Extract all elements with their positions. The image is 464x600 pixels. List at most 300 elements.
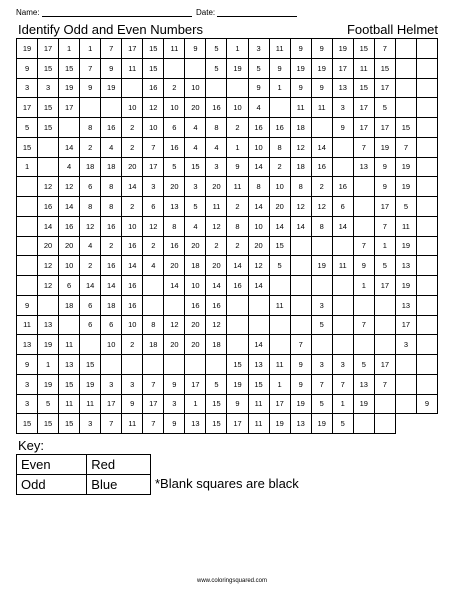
grid-cell: 9 xyxy=(101,59,122,79)
grid-cell: 2 xyxy=(122,118,143,138)
name-field xyxy=(16,8,192,17)
grid-cell: 19 xyxy=(396,177,417,197)
grid-cell: 5 xyxy=(164,158,185,178)
grid-cell: 20 xyxy=(122,158,143,178)
grid-cell: 5 xyxy=(354,355,375,375)
grid-cell: 15 xyxy=(375,59,396,79)
grid-cell: 19 xyxy=(312,256,333,276)
grid-cell: 1 xyxy=(17,158,38,178)
grid-cell: 8 xyxy=(101,177,122,197)
grid-cell: 16 xyxy=(101,118,122,138)
grid-cell: 20 xyxy=(185,98,206,118)
grid-cell: 9 xyxy=(249,79,270,99)
grid-cell: 13 xyxy=(396,296,417,316)
grid-cell: 9 xyxy=(291,375,312,395)
grid-cell: 15 xyxy=(206,414,227,434)
grid-cell: 9 xyxy=(417,395,438,415)
grid-cell: 11 xyxy=(80,395,101,415)
grid-cell: 10 xyxy=(101,335,122,355)
grid-cell: 14 xyxy=(59,138,80,158)
grid-cell: 19 xyxy=(396,276,417,296)
grid-cell: 10 xyxy=(122,98,143,118)
grid-cell: 9 xyxy=(270,59,291,79)
grid-cell: 14 xyxy=(333,217,354,237)
grid-cell: 16 xyxy=(164,138,185,158)
grid-cell: 18 xyxy=(101,296,122,316)
grid-cell: 15 xyxy=(396,118,417,138)
grid-cell xyxy=(164,355,185,375)
grid-cell: 15 xyxy=(80,355,101,375)
grid-cell: 13 xyxy=(164,197,185,217)
grid-cell: 4 xyxy=(185,217,206,237)
grid-cell: 1 xyxy=(59,39,80,59)
grid-cell: 3 xyxy=(333,98,354,118)
grid-cell: 12 xyxy=(38,256,59,276)
grid-cell: 16 xyxy=(38,197,59,217)
grid-cell: 17 xyxy=(375,197,396,217)
grid-cell: 12 xyxy=(291,138,312,158)
grid-cell: 9 xyxy=(291,39,312,59)
grid-cell: 3 xyxy=(38,79,59,99)
grid-cell xyxy=(417,316,438,336)
grid-cell: 8 xyxy=(80,118,101,138)
grid-cell: 20 xyxy=(185,237,206,257)
grid-cell: 16 xyxy=(206,296,227,316)
grid-cell: 9 xyxy=(122,395,143,415)
grid-cell: 9 xyxy=(164,375,185,395)
grid-cell: 1 xyxy=(227,138,248,158)
grid-cell: 19 xyxy=(101,79,122,99)
grid-cell: 19 xyxy=(17,39,38,59)
grid-cell: 13 xyxy=(17,335,38,355)
grid-cell: 16 xyxy=(164,237,185,257)
key-row-even xyxy=(17,455,151,475)
grid-cell: 11 xyxy=(227,177,248,197)
grid-cell: 18 xyxy=(291,158,312,178)
grid-cell: 7 xyxy=(375,217,396,237)
grid-cell: 9 xyxy=(17,355,38,375)
grid-cell: 2 xyxy=(101,237,122,257)
grid-cell: 6 xyxy=(59,276,80,296)
grid-cell xyxy=(185,59,206,79)
grid-cell: 3 xyxy=(143,177,164,197)
grid-cell: 19 xyxy=(227,375,248,395)
grid-cell: 15 xyxy=(249,375,270,395)
grid-cell: 4 xyxy=(59,158,80,178)
grid-cell: 9 xyxy=(164,414,185,434)
grid-cell: 10 xyxy=(270,177,291,197)
grid-cell: 9 xyxy=(333,118,354,138)
grid-cell: 5 xyxy=(333,414,354,434)
grid-cell: 7 xyxy=(375,375,396,395)
grid-cell: 19 xyxy=(38,335,59,355)
grid-cell: 13 xyxy=(354,375,375,395)
grid-cell xyxy=(396,375,417,395)
grid-cell: 14 xyxy=(101,276,122,296)
grid-cell xyxy=(354,177,375,197)
grid-cell: 13 xyxy=(249,355,270,375)
grid-cell: 11 xyxy=(122,414,143,434)
grid-cell: 16 xyxy=(270,118,291,138)
grid-cell: 3 xyxy=(17,395,38,415)
grid-cell: 9 xyxy=(375,158,396,178)
grid-cell: 10 xyxy=(164,98,185,118)
grid-cell xyxy=(101,355,122,375)
grid-cell: 16 xyxy=(227,276,248,296)
grid-cell: 9 xyxy=(291,79,312,99)
grid-cell xyxy=(333,316,354,336)
grid-cell: 2 xyxy=(143,237,164,257)
grid-cell: 18 xyxy=(206,335,227,355)
grid-cell: 19 xyxy=(396,158,417,178)
grid-cell: 9 xyxy=(227,395,248,415)
grid-cell: 18 xyxy=(59,296,80,316)
grid-cell: 19 xyxy=(354,395,375,415)
grid-cell xyxy=(375,296,396,316)
grid-cell: 14 xyxy=(270,217,291,237)
grid-cell: 9 xyxy=(17,59,38,79)
grid-cell: 15 xyxy=(143,59,164,79)
grid-cell xyxy=(17,256,38,276)
grid-cell: 19 xyxy=(333,39,354,59)
grid-cell: 4 xyxy=(185,138,206,158)
grid-cell xyxy=(417,118,438,138)
grid-cell: 7 xyxy=(143,375,164,395)
grid-cell xyxy=(417,335,438,355)
grid-cell xyxy=(417,217,438,237)
grid-cell: 7 xyxy=(80,59,101,79)
grid-cell xyxy=(17,276,38,296)
grid-cell: 14 xyxy=(291,217,312,237)
grid-cell: 8 xyxy=(227,217,248,237)
grid-cell: 12 xyxy=(291,197,312,217)
grid-cell: 2 xyxy=(227,197,248,217)
grid-cell: 16 xyxy=(122,237,143,257)
grid-cell xyxy=(417,276,438,296)
grid-cell: 20 xyxy=(249,237,270,257)
grid-cell xyxy=(354,296,375,316)
grid-cell: 4 xyxy=(206,138,227,158)
grid-cell: 5 xyxy=(249,59,270,79)
grid-cell: 4 xyxy=(249,98,270,118)
date-field xyxy=(196,8,297,17)
grid-cell xyxy=(249,316,270,336)
grid-cell: 7 xyxy=(101,414,122,434)
name-line xyxy=(42,8,192,17)
grid-cell: 16 xyxy=(59,217,80,237)
grid-cell: 1 xyxy=(354,276,375,296)
grid-cell: 14 xyxy=(249,158,270,178)
grid-cell: 3 xyxy=(396,335,417,355)
grid-cell: 6 xyxy=(164,118,185,138)
grid-cell: 19 xyxy=(270,414,291,434)
grid-cell: 14 xyxy=(206,276,227,296)
grid-cell xyxy=(270,316,291,336)
grid-cell xyxy=(417,79,438,99)
grid-cell: 9 xyxy=(312,79,333,99)
grid-cell: 12 xyxy=(80,217,101,237)
grid-cell xyxy=(38,138,59,158)
grid-cell: 3 xyxy=(101,375,122,395)
grid-cell: 6 xyxy=(80,316,101,336)
grid-cell: 18 xyxy=(185,256,206,276)
grid-cell: 17 xyxy=(59,98,80,118)
grid-cell: 2 xyxy=(312,177,333,197)
grid-cell: 20 xyxy=(206,256,227,276)
grid-cell: 17 xyxy=(227,414,248,434)
grid-cell: 16 xyxy=(333,177,354,197)
grid-cell: 6 xyxy=(80,296,101,316)
grid-cell: 3 xyxy=(206,158,227,178)
grid-cell: 12 xyxy=(38,276,59,296)
grid-cell: 2 xyxy=(206,237,227,257)
grid-cell: 7 xyxy=(143,138,164,158)
grid-cell: 16 xyxy=(206,98,227,118)
grid-cell: 16 xyxy=(249,118,270,138)
grid-cell: 5 xyxy=(206,375,227,395)
grid-cell: 17 xyxy=(101,395,122,415)
grid-cell: 2 xyxy=(227,237,248,257)
grid-cell: 1 xyxy=(375,237,396,257)
grid-cell xyxy=(417,256,438,276)
grid-cell: 19 xyxy=(375,138,396,158)
grid-cell: 2 xyxy=(164,79,185,99)
grid-cell xyxy=(354,335,375,355)
grid-cell: 20 xyxy=(164,177,185,197)
grid-cell: 3 xyxy=(312,355,333,375)
grid-cell: 15 xyxy=(270,237,291,257)
key-type: Even xyxy=(17,455,87,475)
grid-cell: 19 xyxy=(59,79,80,99)
grid-cell: 17 xyxy=(185,375,206,395)
grid-cell: 5 xyxy=(312,395,333,415)
grid-cell: 10 xyxy=(227,98,248,118)
grid-cell: 17 xyxy=(38,39,59,59)
grid-cell xyxy=(333,237,354,257)
grid-cell xyxy=(375,316,396,336)
grid-cell: 17 xyxy=(354,98,375,118)
grid-cell: 11 xyxy=(249,395,270,415)
grid-cell xyxy=(417,355,438,375)
grid-cell xyxy=(396,39,417,59)
grid-cell: 12 xyxy=(312,197,333,217)
grid-cell: 7 xyxy=(312,375,333,395)
grid-cell: 17 xyxy=(375,118,396,138)
grid-cell: 12 xyxy=(249,256,270,276)
grid-cell: 12 xyxy=(206,316,227,336)
grid-cell: 15 xyxy=(59,59,80,79)
grid-cell: 19 xyxy=(312,59,333,79)
grid-cell: 1 xyxy=(38,355,59,375)
grid-cell: 14 xyxy=(59,197,80,217)
grid-cell: 8 xyxy=(164,217,185,237)
grid-cell: 8 xyxy=(291,177,312,197)
grid-cell: 11 xyxy=(122,59,143,79)
grid-cell xyxy=(417,158,438,178)
grid-cell: 9 xyxy=(185,39,206,59)
grid-cell: 8 xyxy=(312,217,333,237)
grid-cell: 10 xyxy=(122,316,143,336)
grid-cell: 7 xyxy=(354,138,375,158)
grid-cell: 14 xyxy=(249,335,270,355)
grid-cell xyxy=(417,375,438,395)
grid-cell: 7 xyxy=(354,316,375,336)
grid-cell: 1 xyxy=(80,39,101,59)
grid-cell: 9 xyxy=(375,177,396,197)
grid-cell xyxy=(312,276,333,296)
grid-cell: 15 xyxy=(38,118,59,138)
grid-cell: 12 xyxy=(59,177,80,197)
grid-cell: 11 xyxy=(59,395,80,415)
grid-cell xyxy=(417,197,438,217)
grid-cell: 8 xyxy=(101,197,122,217)
grid-cell xyxy=(143,296,164,316)
grid-cell xyxy=(375,395,396,415)
grid-cell xyxy=(38,296,59,316)
grid-cell: 12 xyxy=(206,217,227,237)
grid-cell: 13 xyxy=(354,158,375,178)
grid-cell: 20 xyxy=(38,237,59,257)
grid-cell: 18 xyxy=(101,158,122,178)
grid-cell: 6 xyxy=(333,197,354,217)
grid-cell: 15 xyxy=(354,39,375,59)
grid-cell: 20 xyxy=(185,335,206,355)
grid-cell xyxy=(227,296,248,316)
grid-cell: 11 xyxy=(249,414,270,434)
grid-cell: 13 xyxy=(291,414,312,434)
grid-cell: 16 xyxy=(122,296,143,316)
grid-cell: 11 xyxy=(312,98,333,118)
grid-cell: 1 xyxy=(270,375,291,395)
grid-cell xyxy=(143,276,164,296)
grid-cell: 13 xyxy=(59,355,80,375)
number-grid xyxy=(16,38,438,434)
grid-cell xyxy=(164,59,185,79)
grid-cell: 19 xyxy=(312,414,333,434)
grid-cell: 18 xyxy=(143,335,164,355)
grid-cell xyxy=(312,237,333,257)
grid-cell xyxy=(122,355,143,375)
grid-cell xyxy=(143,355,164,375)
grid-cell xyxy=(59,316,80,336)
grid-cell: 7 xyxy=(354,237,375,257)
grid-cell: 7 xyxy=(396,138,417,158)
grid-cell: 5 xyxy=(185,197,206,217)
grid-cell: 3 xyxy=(17,375,38,395)
grid-cell xyxy=(333,296,354,316)
grid-cell: 11 xyxy=(354,59,375,79)
grid-cell: 15 xyxy=(227,355,248,375)
grid-cell: 15 xyxy=(59,375,80,395)
key-color: Red xyxy=(87,455,151,475)
grid-cell: 5 xyxy=(206,59,227,79)
grid-cell: 14 xyxy=(122,256,143,276)
grid-cell xyxy=(417,296,438,316)
grid-cell: 11 xyxy=(270,39,291,59)
grid-cell: 9 xyxy=(80,79,101,99)
grid-cell: 20 xyxy=(164,256,185,276)
grid-cell: 5 xyxy=(396,197,417,217)
blank-squares-note: *Blank squares are black xyxy=(155,476,299,491)
grid-cell: 1 xyxy=(333,395,354,415)
grid-cell xyxy=(291,276,312,296)
grid-cell: 11 xyxy=(164,39,185,59)
grid-cell: 20 xyxy=(270,197,291,217)
grid-cell xyxy=(354,217,375,237)
color-key-table xyxy=(16,454,151,495)
grid-cell: 8 xyxy=(80,197,101,217)
grid-cell xyxy=(312,118,333,138)
grid-cell: 2 xyxy=(80,138,101,158)
grid-cell xyxy=(17,197,38,217)
grid-cell: 10 xyxy=(122,217,143,237)
grid-cell: 5 xyxy=(312,316,333,336)
grid-cell: 10 xyxy=(143,118,164,138)
grid-cell xyxy=(312,335,333,355)
grid-cell: 8 xyxy=(206,118,227,138)
grid-cell: 1 xyxy=(227,39,248,59)
grid-cell: 15 xyxy=(143,39,164,59)
grid-cell xyxy=(375,335,396,355)
grid-cell xyxy=(291,237,312,257)
grid-cell xyxy=(333,138,354,158)
grid-cell: 3 xyxy=(333,355,354,375)
grid-cell: 20 xyxy=(164,335,185,355)
grid-cell: 15 xyxy=(185,158,206,178)
grid-cell: 19 xyxy=(396,237,417,257)
grid-cell xyxy=(17,237,38,257)
grid-cell: 10 xyxy=(185,79,206,99)
grid-cell: 14 xyxy=(249,197,270,217)
grid-cell xyxy=(80,98,101,118)
grid-cell: 19 xyxy=(291,395,312,415)
key-color: Blue xyxy=(87,475,151,495)
grid-cell xyxy=(185,355,206,375)
grid-cell: 13 xyxy=(185,414,206,434)
worksheet-title: Identify Odd and Even Numbers xyxy=(18,22,203,37)
grid-cell xyxy=(396,98,417,118)
grid-cell: 16 xyxy=(101,217,122,237)
grid-cell xyxy=(101,98,122,118)
grid-cell: 14 xyxy=(80,276,101,296)
grid-cell: 13 xyxy=(38,316,59,336)
grid-cell: 9 xyxy=(227,158,248,178)
grid-cell: 10 xyxy=(249,138,270,158)
grid-cell: 20 xyxy=(185,316,206,336)
grid-cell: 2 xyxy=(227,118,248,138)
grid-cell: 15 xyxy=(17,138,38,158)
grid-cell: 19 xyxy=(80,375,101,395)
grid-cell: 4 xyxy=(143,256,164,276)
grid-cell: 6 xyxy=(80,177,101,197)
grid-cell xyxy=(417,177,438,197)
grid-cell: 5 xyxy=(270,256,291,276)
grid-cell: 14 xyxy=(164,276,185,296)
grid-cell: 3 xyxy=(185,177,206,197)
grid-cell: 10 xyxy=(249,217,270,237)
grid-cell: 16 xyxy=(101,256,122,276)
grid-cell: 11 xyxy=(17,316,38,336)
grid-cell xyxy=(396,59,417,79)
name-label: Name: xyxy=(16,8,40,17)
grid-cell: 16 xyxy=(185,296,206,316)
grid-cell xyxy=(417,98,438,118)
grid-cell: 10 xyxy=(59,256,80,276)
grid-cell xyxy=(270,276,291,296)
grid-cell: 18 xyxy=(80,158,101,178)
grid-cell xyxy=(375,414,396,434)
grid-cell: 7 xyxy=(375,39,396,59)
